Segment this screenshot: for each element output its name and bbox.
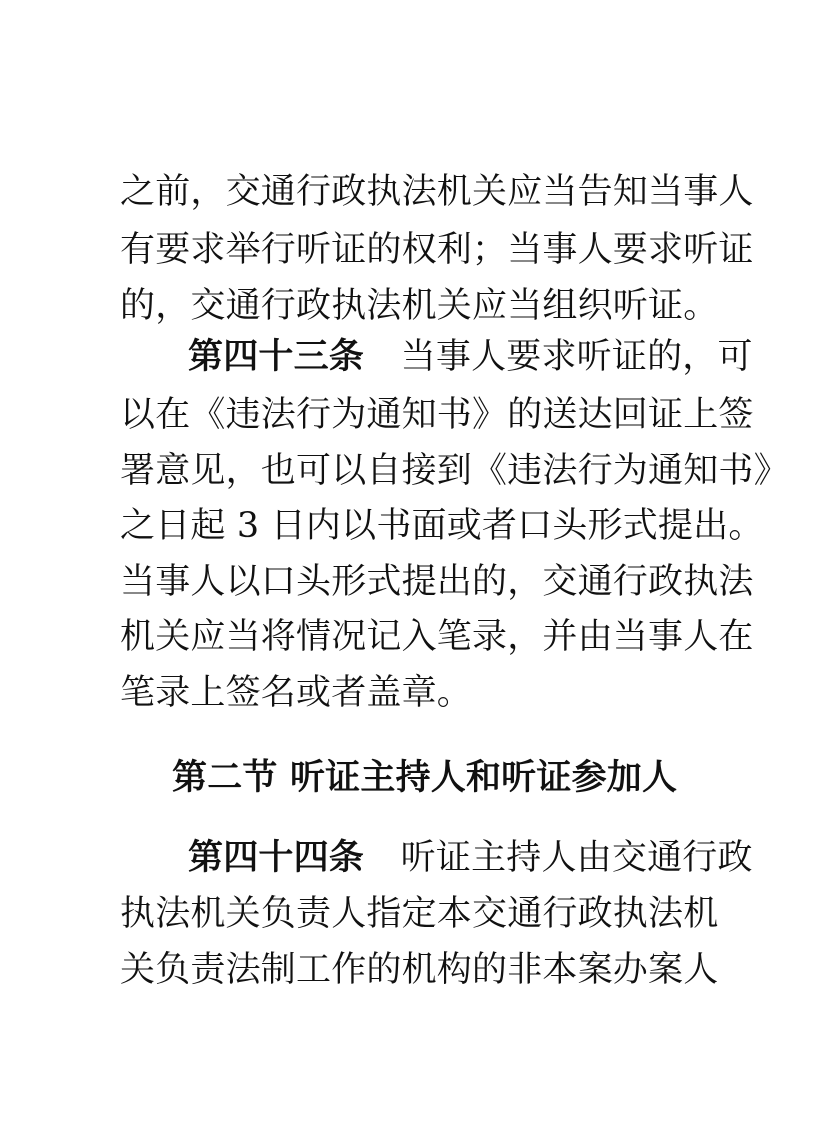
text-line: 有要求举行听证的权利；当事人要求听证 — [120, 230, 754, 270]
section-title: 第二节 听证主持人和听证参加人 — [172, 757, 678, 798]
article-44-text: 听证主持人由交通行政 — [400, 838, 753, 878]
text-line: 署意见，也可以自接到《违法行为通知书》 — [120, 451, 789, 491]
text-line: 之前，交通行政执法机关应当告知当事人 — [120, 172, 754, 212]
article-43-first-line — [188, 327, 753, 387]
article-43-text: 当事人要求听证的，可 — [400, 337, 753, 377]
text-line: 关负责法制工作的机构的非本案办案人 — [120, 950, 719, 990]
article-43-label: 第四十三条 — [188, 336, 365, 377]
text-line: 以在《违法行为通知书》的送达回证上签 — [120, 395, 754, 435]
text-line: 之日起 3 日内以书面或者口头形式提出。 — [120, 506, 764, 546]
text-line: 执法机关负责人指定本交通行政执法机 — [120, 894, 719, 934]
text-line: 笔录上签名或者盖章。 — [120, 673, 473, 713]
text-line: 的，交通行政执法机关应当组织听证。 — [120, 286, 719, 326]
text-line: 机关应当将情况记入笔录，并由当事人在 — [120, 617, 754, 657]
article-44-first-line — [188, 828, 753, 888]
article-44-label: 第四十四条 — [188, 837, 365, 878]
text-line: 当事人以口头形式提出的，交通行政执法 — [120, 562, 754, 602]
